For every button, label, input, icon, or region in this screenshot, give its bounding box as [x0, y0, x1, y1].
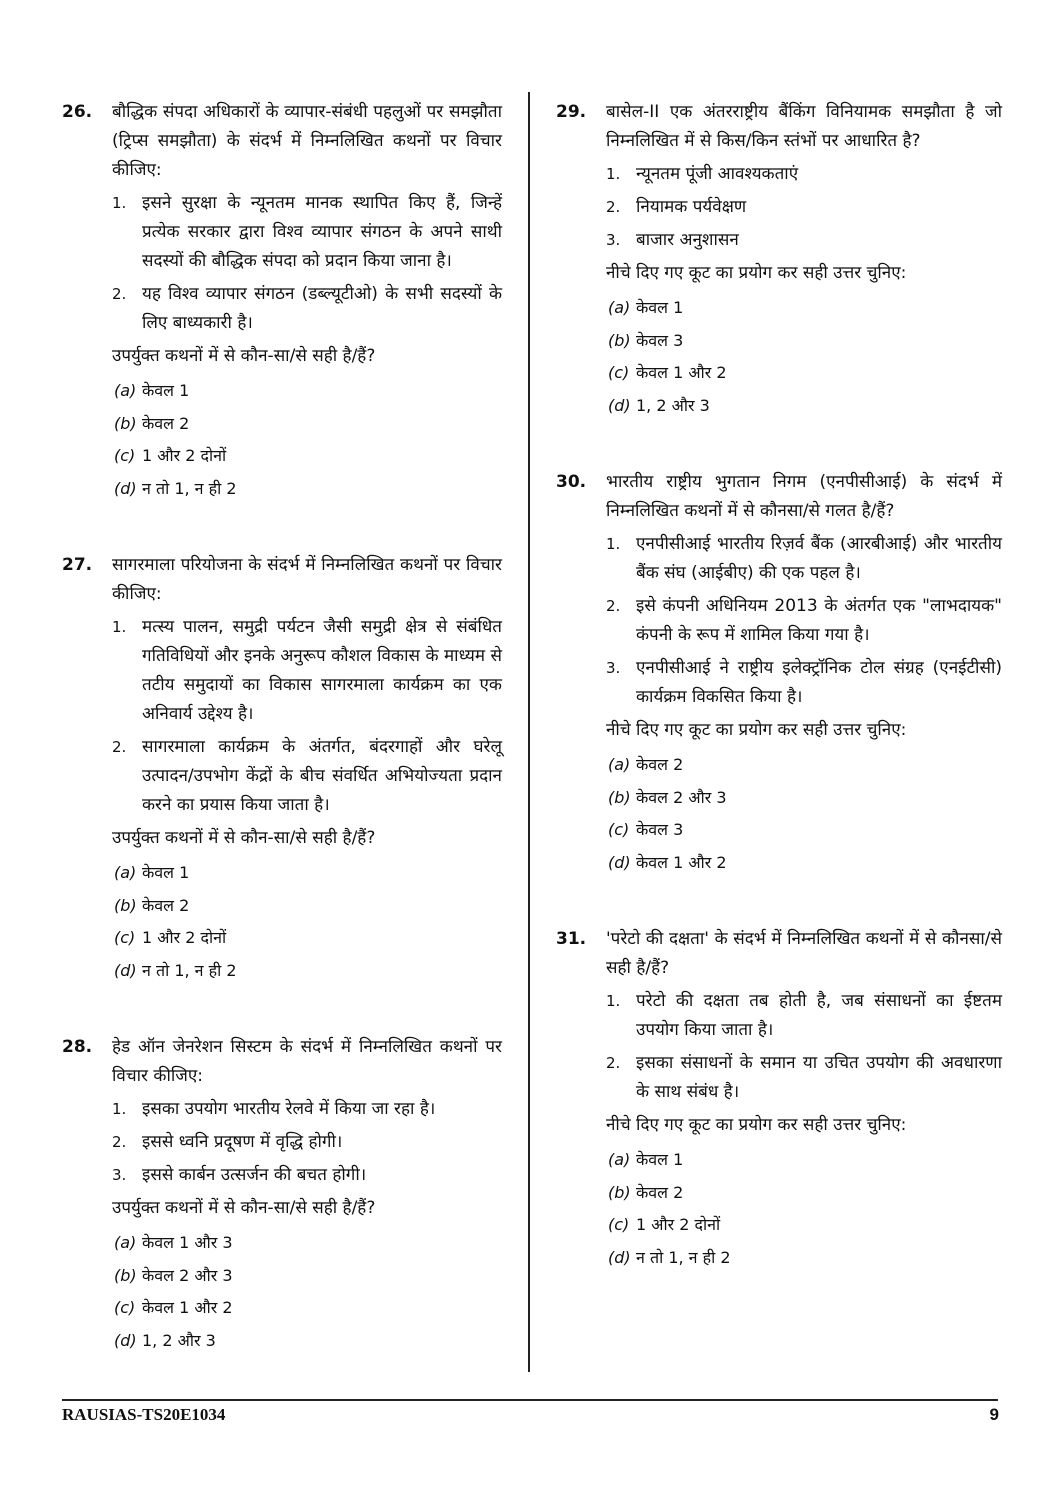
option-item	[112, 440, 502, 473]
statement-number: 1.	[606, 992, 621, 1010]
question-block	[62, 551, 502, 987]
option-letter: (a)	[608, 298, 631, 317]
option-letter: (a)	[114, 381, 137, 400]
question-prompt: उपर्युक्त कथनों में से कौन-सा/से सही है/हैं?	[112, 1198, 376, 1218]
statement-item	[112, 1161, 502, 1190]
option-letter: (c)	[114, 1298, 136, 1317]
option-text: 1 और 2 दोनों	[142, 928, 227, 947]
option-letter: (c)	[114, 928, 136, 947]
option-list	[112, 1227, 502, 1357]
statement-list	[112, 613, 502, 820]
question-body	[112, 551, 502, 987]
option-item	[606, 782, 1002, 815]
question-stem: भारतीय राष्ट्रीय भुगतान निगम (एनपीसीआई) के संदर्भ में निम्नलिखित कथनों में से कौनसा/से गलत है/हैं?	[606, 472, 1002, 521]
question-stem: 'परेटो की दक्षता' के संदर्भ में निम्नलिखित कथनों में से कौनसा/से सही है/हैं?	[606, 929, 1002, 978]
statement-number: 2.	[606, 198, 621, 216]
question-body	[606, 98, 1002, 422]
option-item	[112, 922, 502, 955]
option-item	[112, 890, 502, 923]
question-block	[556, 468, 1002, 879]
statement-number: 1.	[606, 165, 621, 183]
option-item	[606, 814, 1002, 847]
statement-item	[606, 160, 1002, 189]
option-letter: (b)	[608, 787, 631, 807]
question-number: 28.	[62, 1037, 93, 1057]
statement-item	[606, 592, 1002, 650]
option-text: केवल 2	[142, 413, 190, 433]
statement-list	[606, 987, 1002, 1107]
question-block	[62, 98, 502, 505]
statement-text: एनपीसीआई भारतीय रिज़र्व बैंक (आरबीआई) और भारतीय बैंक संघ (आईबीए) की एक पहल है।	[636, 534, 1002, 583]
option-text: केवल 3	[636, 820, 684, 839]
statement-item	[112, 280, 502, 338]
option-text: न तो 1, न ही 2	[636, 1247, 731, 1267]
statement-text: सागरमाला कार्यक्रम के अंतर्गत, बंदरगाहों और घरेलू उत्पादन/उपभोग केंद्रों के बीच संवर्धित अभियोज्यता प्रदान करने का प्रयास किया जाता है।	[142, 737, 502, 815]
question-prompt: नीचे दिए गए कूट का प्रयोग कर सही उत्तर चुनिए:	[606, 1115, 907, 1135]
option-list	[112, 857, 502, 987]
question-prompt: उपर्युक्त कथनों में से कौन-सा/से सही है/हैं?	[112, 346, 376, 366]
option-text: केवल 1 और 2	[142, 1298, 233, 1317]
statement-item	[606, 1049, 1002, 1107]
option-list	[606, 292, 1002, 422]
statement-number: 2.	[112, 285, 127, 303]
statement-number: 1.	[606, 535, 621, 553]
statement-item	[112, 733, 502, 820]
question-stem: बासेल-II एक अंतरराष्ट्रीय बैंकिंग विनियामक समझौता है जो निम्नलिखित में से किस/किन स्तंभों पर आधारित है?	[606, 102, 1002, 151]
option-letter: (b)	[608, 1182, 631, 1202]
statement-item	[112, 613, 502, 729]
option-item	[606, 325, 1002, 358]
option-letter: (b)	[114, 895, 137, 915]
statement-number: 3.	[112, 1166, 127, 1184]
question-stem: हेड ऑन जेनरेशन सिस्टम के संदर्भ में निम्नलिखित कथनों पर विचार कीजिए:	[112, 1037, 502, 1086]
statement-item	[112, 1095, 502, 1124]
question-number: 31.	[556, 929, 587, 949]
option-letter: (b)	[608, 330, 631, 350]
statement-text: इससे कार्बन उत्सर्जन की बचत होगी।	[142, 1165, 367, 1185]
option-text: न तो 1, न ही 2	[142, 478, 237, 498]
option-letter: (a)	[608, 1150, 631, 1169]
option-list	[606, 749, 1002, 879]
option-item	[112, 1227, 502, 1260]
question-stem: सागरमाला परियोजना के संदर्भ में निम्नलिखित कथनों पर विचार कीजिए:	[112, 555, 502, 604]
option-item	[606, 1209, 1002, 1242]
option-text: केवल 1	[636, 298, 684, 317]
option-letter: (c)	[608, 363, 630, 382]
statement-item	[606, 654, 1002, 712]
statement-number: 2.	[606, 1054, 621, 1072]
statement-list	[112, 1095, 502, 1190]
option-item	[112, 857, 502, 890]
statement-text: मत्स्य पालन, समुद्री पर्यटन जैसी समुद्री क्षेत्र से संबंधित गतिविधियों और इनके अनुरूप कौशल विकास के माध्यम से तटीय समुदायों का विकास सागरमाला कार्यक्रम का एक अनिवार्य उद्देश्य है।	[142, 617, 502, 724]
option-item	[606, 1242, 1002, 1275]
option-letter: (c)	[608, 820, 630, 839]
option-text: केवल 1	[142, 863, 190, 882]
statement-text: इससे ध्वनि प्रदूषण में वृद्धि होगी।	[142, 1132, 343, 1152]
statement-text: इसे कंपनी अधिनियम 2013 के अंतर्गत एक "लाभदायक" कंपनी के रूप में शामिल किया गया है।	[636, 596, 1002, 645]
question-block	[556, 925, 1002, 1274]
statement-item	[606, 226, 1002, 255]
option-text: केवल 2	[636, 1182, 684, 1202]
statement-text: इसका उपयोग भारतीय रेलवे में किया जा रहा है।	[142, 1099, 436, 1119]
question-body	[112, 1033, 502, 1357]
statement-item	[606, 193, 1002, 222]
statement-list	[606, 530, 1002, 712]
option-text: केवल 1 और 2	[636, 363, 727, 382]
statement-text: बाजार अनुशासन	[636, 230, 739, 250]
option-list	[606, 1144, 1002, 1274]
question-block	[62, 1033, 502, 1357]
question-prompt: नीचे दिए गए कूट का प्रयोग कर सही उत्तर चुनिए:	[606, 720, 907, 740]
option-item	[112, 375, 502, 408]
statement-number: 1.	[112, 194, 127, 212]
statement-list	[112, 189, 502, 338]
option-item	[112, 1325, 502, 1358]
option-list	[112, 375, 502, 505]
left-column	[62, 98, 502, 1403]
footer-code: RAUSIAS-TS20E1034	[62, 1405, 226, 1424]
footer-rule	[62, 1399, 998, 1401]
statement-number: 3.	[606, 231, 621, 249]
question-body	[112, 98, 502, 505]
option-item	[112, 408, 502, 441]
option-text: केवल 1 और 2	[636, 852, 727, 872]
option-text: केवल 1	[636, 1150, 684, 1169]
option-text: केवल 1 और 3	[142, 1233, 233, 1252]
question-block	[556, 98, 1002, 422]
option-text: 1 और 2 दोनों	[636, 1215, 721, 1234]
statement-text: एनपीसीआई ने राष्ट्रीय इलेक्ट्रॉनिक टोल संग्रह (एनईटीसी) कार्यक्रम विकसित किया है।	[636, 658, 1002, 707]
statement-text: परेटो की दक्षता तब होती है, जब संसाधनों का ईष्टतम उपयोग किया जाता है।	[636, 991, 1002, 1040]
option-text: न तो 1, न ही 2	[142, 960, 237, 980]
option-item	[112, 1260, 502, 1293]
statement-item	[112, 1128, 502, 1157]
option-letter: (d)	[114, 478, 137, 498]
option-letter: (d)	[114, 1330, 137, 1350]
option-item	[606, 357, 1002, 390]
statement-text: नियामक पर्यवेक्षण	[636, 197, 747, 217]
statement-number: 3.	[606, 659, 621, 677]
question-body	[606, 925, 1002, 1274]
option-letter: (d)	[114, 960, 137, 980]
statement-number: 2.	[112, 738, 127, 756]
option-item	[606, 1177, 1002, 1210]
option-item	[606, 292, 1002, 325]
option-text: केवल 2	[142, 895, 190, 915]
option-letter: (d)	[608, 852, 631, 872]
option-letter: (a)	[608, 755, 631, 774]
column-divider	[528, 92, 530, 1372]
question-number: 29.	[556, 102, 587, 122]
question-number: 27.	[62, 555, 93, 575]
option-letter: (b)	[114, 413, 137, 433]
question-prompt: नीचे दिए गए कूट का प्रयोग कर सही उत्तर चुनिए:	[606, 263, 907, 283]
question-stem: बौद्धिक संपदा अधिकारों के व्यापार-संबंधी पहलुओं पर समझौता (ट्रिप्स समझौता) के संदर्भ में निम्नलिखित कथनों पर विचार कीजिए:	[112, 102, 502, 180]
statement-list	[606, 160, 1002, 255]
option-item	[112, 1292, 502, 1325]
statement-text: इसने सुरक्षा के न्यूनतम मानक स्थापित किए हैं, जिन्हें प्रत्येक सरकार द्वारा विश्व व्यापार संगठन के अपने साथी सदस्यों की बौद्धिक संपदा को प्रदान किया जाना है।	[142, 193, 502, 271]
option-text: केवल 2 और 3	[636, 787, 727, 807]
question-number: 30.	[556, 472, 587, 492]
option-item	[606, 847, 1002, 880]
right-column	[556, 98, 1002, 1320]
option-letter: (b)	[114, 1265, 137, 1285]
statement-text: यह विश्व व्यापार संगठन (डब्ल्यूटीओ) के सभी सदस्यों के लिए बाध्यकारी है।	[142, 284, 502, 333]
option-item	[112, 955, 502, 988]
option-letter: (a)	[114, 1233, 137, 1252]
option-item	[606, 1144, 1002, 1177]
option-letter: (d)	[608, 1247, 631, 1267]
option-letter: (c)	[114, 446, 136, 465]
option-text: केवल 1	[142, 381, 190, 400]
question-body	[606, 468, 1002, 879]
option-item	[606, 749, 1002, 782]
option-letter: (d)	[608, 395, 631, 415]
option-letter: (a)	[114, 863, 137, 882]
statement-number: 1.	[112, 618, 127, 636]
statement-item	[112, 189, 502, 276]
statement-text: इसका संसाधनों के समान या उचित उपयोग की अवधारणा के साथ संबंध है।	[636, 1053, 1002, 1102]
question-number: 26.	[62, 102, 93, 122]
option-letter: (c)	[608, 1215, 630, 1234]
option-text: केवल 2	[636, 755, 684, 774]
statement-text: न्यूनतम पूंजी आवश्यकताएं	[636, 164, 799, 184]
statement-number: 1.	[112, 1100, 127, 1118]
option-text: 1, 2 और 3	[636, 395, 710, 415]
option-item	[112, 473, 502, 506]
statement-item	[606, 530, 1002, 588]
option-text: 1, 2 और 3	[142, 1330, 216, 1350]
statement-item	[606, 987, 1002, 1045]
question-prompt: उपर्युक्त कथनों में से कौन-सा/से सही है/हैं?	[112, 828, 376, 848]
statement-number: 2.	[112, 1133, 127, 1151]
option-text: केवल 3	[636, 330, 684, 350]
option-item	[606, 390, 1002, 423]
statement-number: 2.	[606, 597, 621, 615]
option-text: 1 और 2 दोनों	[142, 446, 227, 465]
option-text: केवल 2 और 3	[142, 1265, 233, 1285]
page-number: 9	[989, 1405, 999, 1424]
